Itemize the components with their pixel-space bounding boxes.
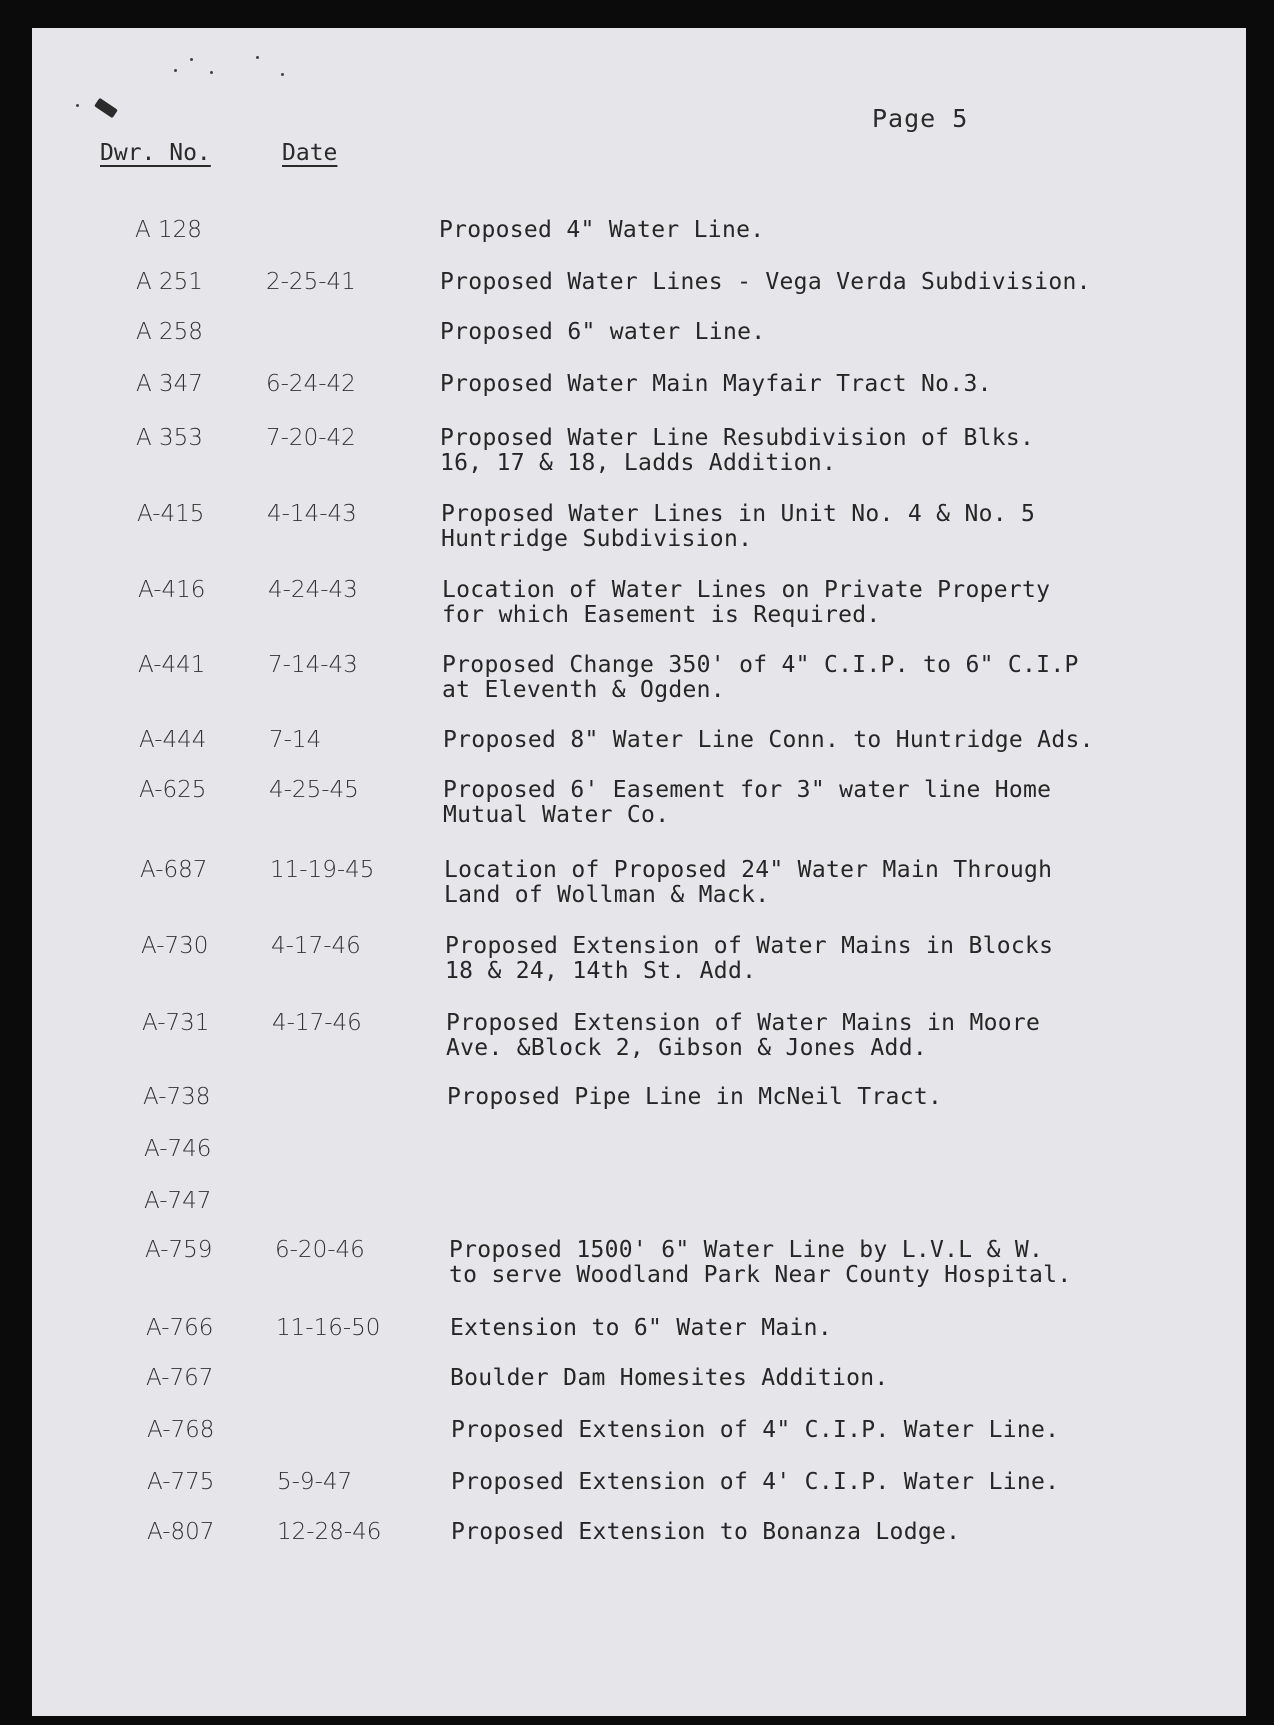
drawing-number: A-807: [147, 1519, 215, 1545]
drawing-date: 6-24-42: [266, 371, 356, 397]
drawing-number: A 353: [136, 425, 203, 451]
drawing-description: Proposed Change 350' of 4" C.I.P. to 6" C.I.P at Eleventh & Ogden.: [442, 652, 1079, 703]
drawing-date: 4-17-46: [272, 1010, 362, 1036]
drawing-description: Location of Water Lines on Private Property for which Easement is Required.: [442, 577, 1051, 628]
drawing-description: Proposed 4" Water Line.: [439, 217, 765, 243]
drawing-number: A-738: [143, 1084, 211, 1110]
drawing-date: 12-28-46: [277, 1519, 382, 1545]
drawing-number: A-768: [147, 1417, 215, 1443]
drawing-date: 7-14: [269, 727, 322, 753]
drawing-number: A-775: [147, 1469, 215, 1495]
column-header-date: Date: [282, 140, 338, 166]
drawing-date: 6-20-46: [275, 1237, 365, 1263]
drawing-date: 4-25-45: [269, 777, 359, 803]
drawing-date: 7-14-43: [268, 652, 358, 678]
drawing-number: A-767: [146, 1365, 214, 1391]
drawing-number: A-415: [137, 501, 205, 527]
drawing-description: Proposed Extension to Bonanza Lodge.: [451, 1519, 961, 1545]
drawing-number: A-731: [142, 1010, 210, 1036]
drawing-date: 5-9-47: [277, 1469, 353, 1495]
drawing-number: A 128: [135, 217, 202, 243]
drawing-number: A-625: [139, 777, 207, 803]
drawing-date: 11-19-45: [270, 857, 375, 883]
drawing-description: Proposed 6" water Line.: [440, 319, 766, 345]
drawing-number: A-759: [145, 1237, 213, 1263]
drawing-number: A-441: [138, 652, 206, 678]
drawing-number: A-766: [146, 1315, 214, 1341]
drawing-description: Proposed Water Lines in Unit No. 4 & No. 5 Huntridge Subdivision.: [441, 501, 1036, 552]
drawing-date: 4-14-43: [267, 501, 357, 527]
drawing-description: Boulder Dam Homesites Addition.: [450, 1365, 889, 1391]
drawing-description: Proposed Extension of Water Mains in Moore Ave. &Block 2, Gibson & Jones Add.: [446, 1010, 1041, 1061]
drawing-description: Proposed 8" Water Line Conn. to Huntridge Ads.: [443, 727, 1094, 753]
drawing-date: 4-24-43: [268, 577, 358, 603]
drawing-description: Proposed Extension of Water Mains in Blocks 18 & 24, 14th St. Add.: [445, 933, 1054, 984]
drawing-number: A-746: [144, 1136, 212, 1162]
drawing-description: Proposed Extension of 4" C.I.P. Water Line.: [451, 1417, 1060, 1443]
drawing-date: 7-20-42: [266, 425, 356, 451]
drawing-date: 11-16-50: [276, 1315, 381, 1341]
drawing-description: Proposed Extension of 4' C.I.P. Water Line.: [451, 1469, 1060, 1495]
drawing-number: A-687: [140, 857, 208, 883]
drawing-number: A-747: [144, 1188, 212, 1214]
drawing-description: Proposed 6' Easement for 3" water line Home Mutual Water Co.: [443, 777, 1052, 828]
drawing-description: Proposed Pipe Line in McNeil Tract.: [447, 1084, 943, 1110]
drawing-description: Extension to 6" Water Main.: [450, 1315, 832, 1341]
column-header-dwg-no: Dwr. No.: [100, 140, 211, 166]
drawing-date: 4-17-46: [271, 933, 361, 959]
drawing-number: A-416: [138, 577, 206, 603]
drawing-number: A 258: [136, 319, 203, 345]
drawing-number: A 251: [136, 269, 203, 295]
drawing-description: Location of Proposed 24" Water Main Through Land of Wollman & Mack.: [444, 857, 1053, 908]
drawing-description: Proposed Water Lines - Vega Verda Subdivision.: [440, 269, 1091, 295]
page-number: Page 5: [872, 104, 969, 133]
drawing-description: Proposed 1500' 6" Water Line by L.V.L & W. to serve Woodland Park Near County Hospital.: [449, 1237, 1072, 1288]
drawing-description: Proposed Water Line Resubdivision of Blks. 16, 17 & 18, Ladds Addition.: [440, 425, 1035, 476]
drawing-description: Proposed Water Main Mayfair Tract No.3.: [440, 371, 992, 397]
drawing-number: A-730: [141, 933, 209, 959]
drawing-date: 2-25-41: [266, 269, 356, 295]
drawing-number: A 347: [136, 371, 203, 397]
drawing-number: A-444: [139, 727, 207, 753]
